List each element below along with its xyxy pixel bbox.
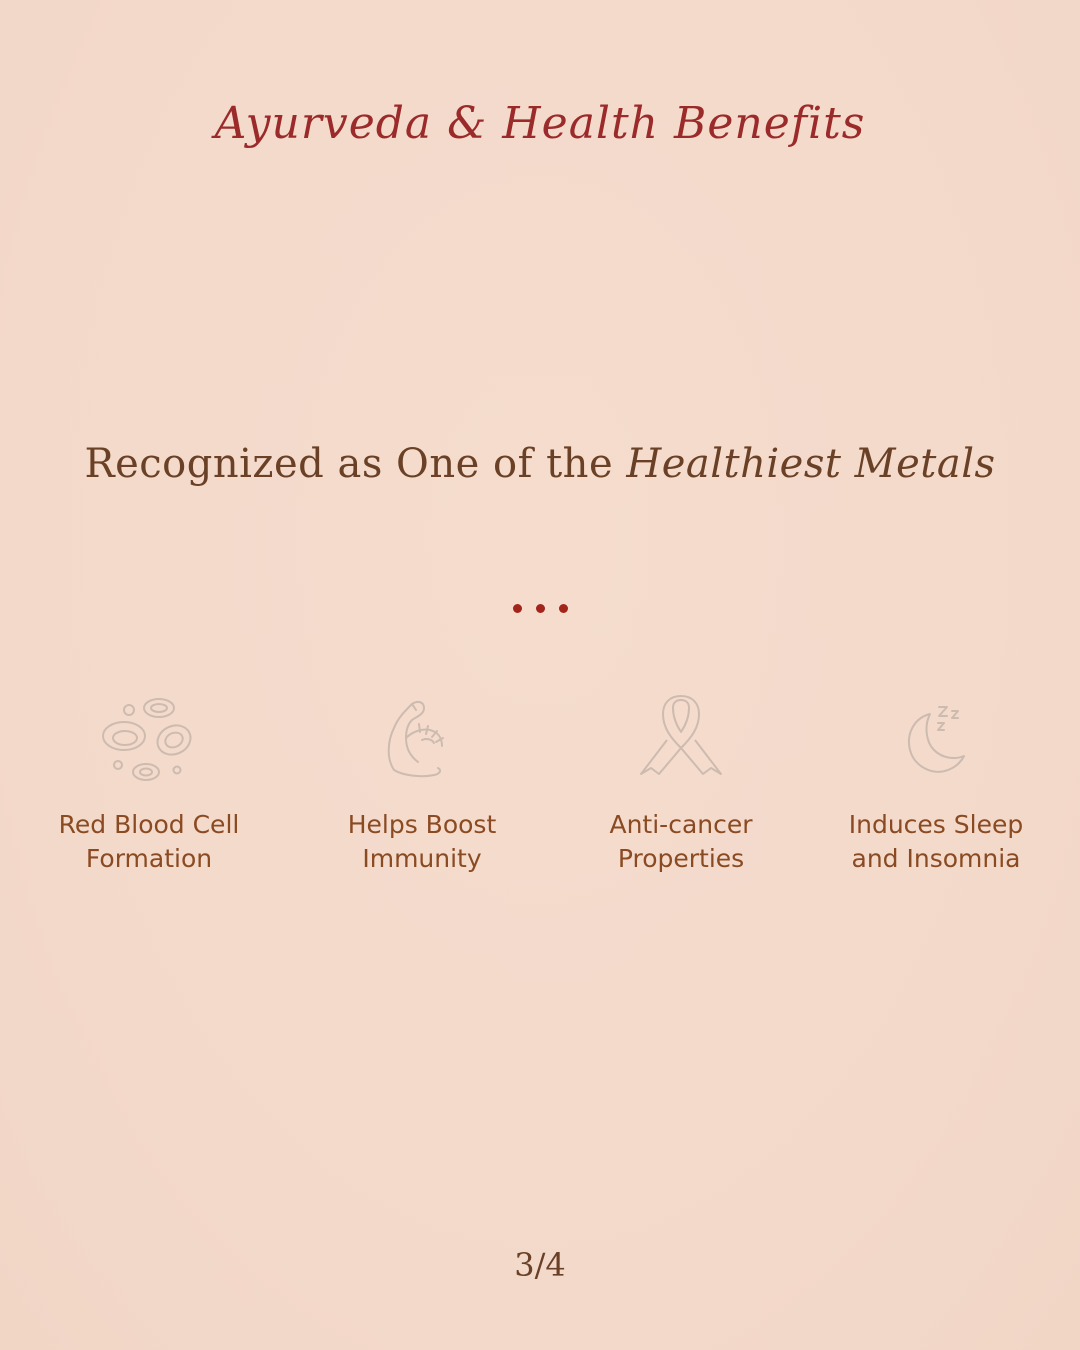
benefit-label: Red Blood Cell Formation [58, 810, 240, 873]
moon-sleep-icon [886, 690, 986, 790]
blood-cells-icon [99, 690, 199, 790]
benefit-label: Helps Boost Immunity [347, 810, 497, 873]
section-subtitle [0, 440, 1080, 488]
divider-dots [0, 604, 1080, 613]
subtitle-italic-text: Healthiest Metals [626, 441, 996, 487]
divider-dot [513, 604, 522, 613]
page-indicator: 3/4 [514, 1246, 566, 1284]
flexed-arm-icon [372, 690, 472, 790]
divider-dot [559, 604, 568, 613]
awareness-ribbon-icon [631, 690, 731, 790]
divider-dot [536, 604, 545, 613]
benefit-item-red-blood-cell [19, 690, 279, 876]
benefit-item-anti-cancer [551, 690, 811, 876]
benefit-label: Anti-cancer Properties [609, 810, 753, 873]
subtitle-plain-text: Recognized as One of the [84, 441, 627, 487]
benefit-item-sleep [806, 690, 1066, 876]
benefit-label: Induces Sleep and Insomnia [848, 810, 1024, 873]
benefit-item-immunity [292, 690, 552, 876]
page-title: Ayurveda & Health Benefits [214, 98, 866, 149]
